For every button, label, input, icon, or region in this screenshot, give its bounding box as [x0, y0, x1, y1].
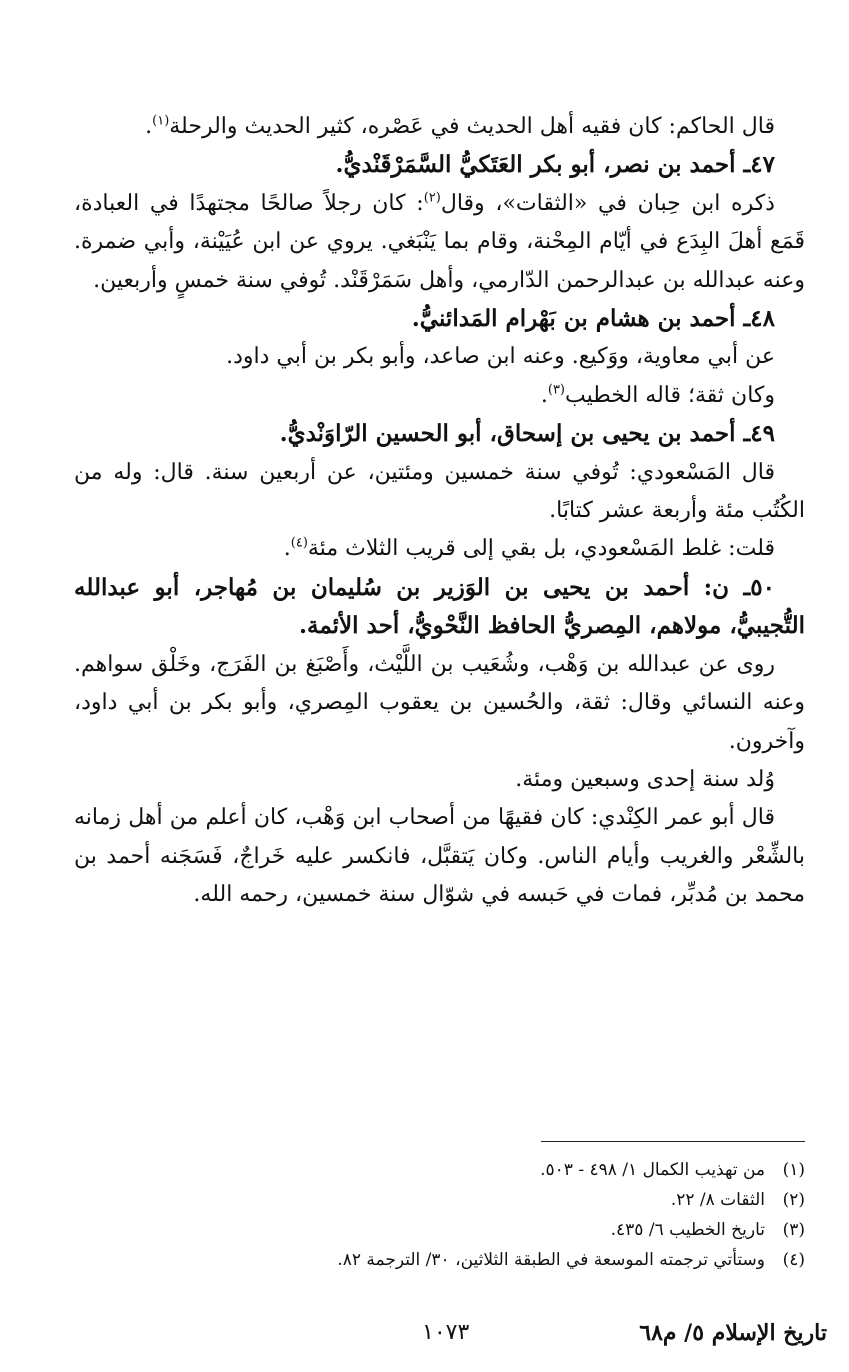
footnote-text: وستأتي ترجمته الموسعة في الطبقة الثلاثين، ٣٠/ الترجمة ٨٢. [337, 1250, 765, 1270]
footnote-text: تاريخ الخطيب ٦/ ٤٣٥. [610, 1220, 765, 1240]
entry-49-heading: ٤٩ـ أحمد بن يحيى بن إسحاق، أبو الحسين الرّاوَنْديُّ. [279, 420, 775, 448]
entry-48-text-1: عن أبي معاوية، ووَكيع. وعنه ابن صاعد، وأبو بكر بن أبي داود. [226, 344, 775, 370]
entry-48-heading: ٤٨ـ أحمد بن هشام بن بَهْرام المَدائنيُّ. [411, 305, 775, 333]
entry-50-text-2: وُلد سنة إحدى وسبعين ومئة. [515, 766, 775, 792]
entry-47-text: ذكره ابن حِبان في «الثقات»، وقال$^{(٢)}$: كان رجلاً صالحًا مجتهدًا في العبادة، قَمَع أهلَ البِدَع في أيّام المِحْنة، وقام بما يَنْبَغي. يروي عن ابن عُيَيْنة، وأبي ضمرة. وعنه عبدالله بن عبدالرحمن الدّارمي، وأهل سَمَرْقَنْد. تُوفي سنة خمسٍ وأربعين. [74, 190, 805, 293]
footnote-4 [74, 1245, 805, 1275]
footnote-number: (٤) [782, 1250, 805, 1270]
entry-48-text-2: وكان ثقة؛ قاله الخطيب$^{(٣)}$. [540, 382, 775, 408]
footnote-2 [74, 1185, 805, 1215]
footnote-number: (١) [782, 1160, 805, 1180]
footnote-text: الثقات ٨/ ٢٢. [670, 1190, 765, 1210]
footnote-text: من تهذيب الكمال ١/ ٤٩٨ - ٥٠٣. [540, 1160, 765, 1180]
footnotes [74, 1155, 805, 1275]
footnote-ref-4[interactable]: (٤) [290, 536, 308, 552]
entry-50-heading: ٥٠ـ ن: أحمد بن يحيى بن الوَزير بن سُليمان بن مُهاجر، أبو عبدالله التُّجيبيُّ، مولاهم، المِصريُّ الحافظ النَّحْويُّ، أحد الأئمة. [74, 573, 805, 640]
entry-50-text-3: قال أبو عمر الكِنْدي: كان فقيهًا من أصحاب ابن وَهْب، كان أعلم من أهل زمانه بالشِّعْر والغريب وأيام الناس. وكان يَتقبَّل، فانكسر عليه خَراجٌ، فَسَجَنه أحمد بن محمد بن مُدبِّر، فمات في حَبسه في شوّال سنة خمسين، رحمه الله. [74, 805, 805, 908]
entry-50-text-1: روى عن عبدالله بن وَهْب، وشُعَيب بن اللَّيْث، وأَصْبَغ بن الفَرَج، وخَلْق سواهم. وعنه النسائي وقال: ثقة، والحُسين بن يعقوب المِصري، وأبو بكر بن أبي داود، وآخرون. [74, 651, 805, 754]
entry-47-heading: ٤٧ـ أحمد بن نصر، أبو بكر العَتَكيُّ السَّمَرْقَنْديُّ. [335, 151, 775, 179]
paragraph-hakim: قال الحاكم: كان فقيه أهل الحديث في عَصْره، كثير الحديث والرحلة$^{(١)}$. [145, 113, 775, 139]
footnote-ref-1[interactable]: (١) [152, 113, 170, 129]
print-signature: تاريخ الإسلام ٥/ م٦٨ [639, 1320, 827, 1346]
footnote-divider [541, 1141, 805, 1142]
entry-49-text-1: قال المَسْعودي: تُوفي سنة خمسين ومئتين، عن أربعين سنة. قال: وله من الكُتُب مئة وأربعة عشر كتابًا. [74, 459, 805, 524]
footnote-1 [74, 1155, 805, 1185]
main-text [74, 108, 805, 915]
footnote-number: (٢) [782, 1190, 805, 1210]
entry-49-text-2: قلت: غلط المَسْعودي، بل بقي إلى قريب الثلاث مئة$^{(٤)}$. [283, 536, 775, 562]
page-footer [0, 1320, 849, 1360]
footnote-number: (٣) [782, 1220, 805, 1240]
footnote-ref-2[interactable]: (٢) [423, 190, 441, 206]
page-number: ١٠٧٣ [422, 1320, 470, 1345]
footnote-3 [74, 1215, 805, 1245]
footnote-ref-3[interactable]: (٣) [547, 382, 565, 398]
